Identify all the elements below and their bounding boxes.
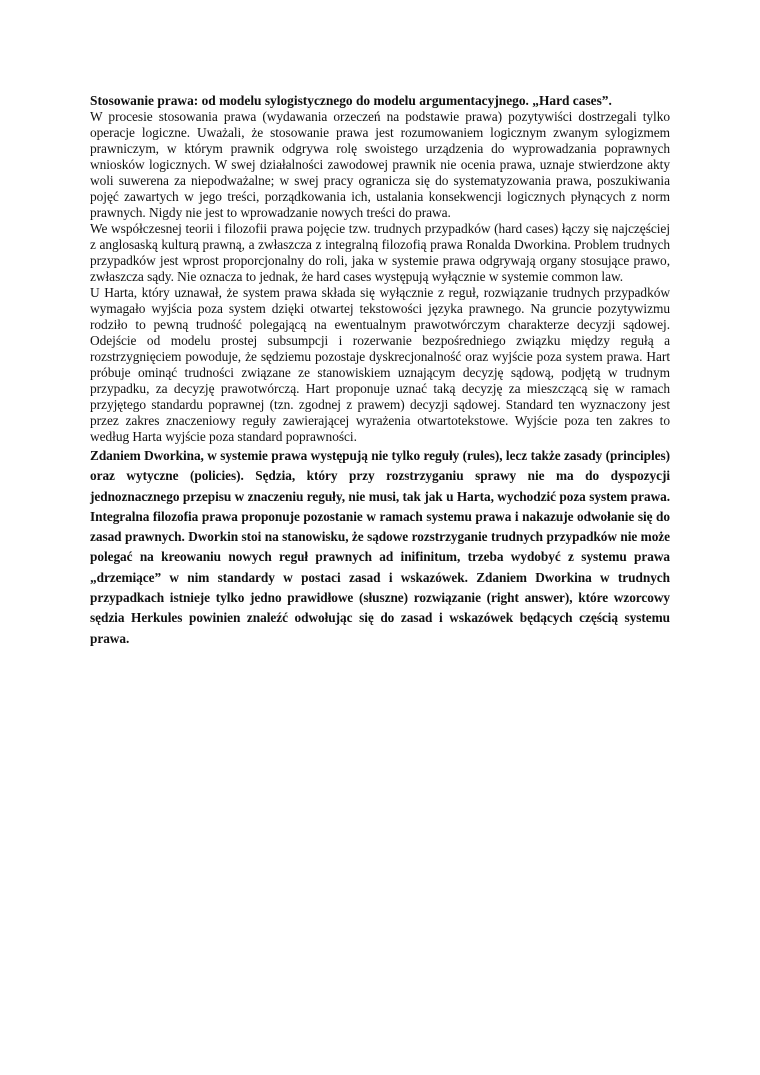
paragraph-hard-cases: We współczesnej teorii i filozofii prawa pojęcie tzw. trudnych przypadków (hard cases) łączy się najczęściej z anglosaską kulturą prawną, a zwłaszcza z integralną filozofią prawa Ronalda Dworkina. Problem trudnych przypadków jest wprost proporcjonalny do roli, jaka w systemie prawa odgrywają organy stosujące prawo, zwłaszcza sądy. Nie oznacza to jednak, że hard cases występują wyłącznie w systemie common law.: [90, 221, 670, 284]
document-page: [90, 93, 670, 649]
section-heading: Stosowanie prawa: od modelu sylogistycznego do modelu argumentacyjnego. „Hard cases”.: [90, 93, 612, 108]
paragraph-positivism: W procesie stosowania prawa (wydawania orzeczeń na podstawie prawa) pozytywiści dostrzegali tylko operacje logiczne. Uważali, że stosowanie prawa jest rozumowaniem logicznym zwanym sylogizmem prawniczym, w którym prawnik odgrywa rolę swoistego urządzenia do wyprowadzania poprawnych wniosków logicznych. W swej działalności zawodowej prawnik nie ocenia prawa, uznaje stwierdzone akty woli suwerena za niepodważalne; w swej pracy ogranicza się do systematyzowania prawa, poszukiwania pojęć zawartych w jego treści, porządkowania ich, ustalania konsekwencji logicznych płynących z norm prawnych. Nigdy nie jest to wprowadzanie nowych treści do prawa.: [90, 109, 670, 220]
paragraph-dworkin: Zdaniem Dworkina, w systemie prawa występują nie tylko reguły (rules), lecz także zasady (principles) oraz wytyczne (policies). Sędzia, który przy rozstrzyganiu sprawy nie ma do dyspozycji jednoznacznego przepisu w znaczeniu reguły, nie musi, tak jak u Harta, wychodzić poza system prawa. Integralna filozofia prawa proponuje pozostanie w ramach systemu prawa i nakazuje odwołanie się do zasad prawnych. Dworkin stoi na stanowisku, że sądowe rozstrzyganie trudnych przypadków nie może polegać na kreowaniu nowych reguł prawnych ad inifinitum, trzeba wydobyć z systemu prawa „drzemiące” w nim standardy w postaci zasad i wskazówek. Zdaniem Dworkina w trudnych przypadkach istnieje tylko jedno prawidłowe (słuszne) rozwiązanie (right answer), które wzorcowy sędzia Herkules powinien znaleźć odwołując się do zasad i wskazówek będących częścią systemu prawa.: [90, 448, 670, 646]
paragraph-hart: U Harta, który uznawał, że system prawa składa się wyłącznie z reguł, rozwiązanie trudnych przypadków wymagało wyjścia poza system dzięki otwartej tekstowości języka prawnego. Na gruncie pozytywizmu rodziło to pewną trudność polegającą na ewentualnym prawotwórczym charakterze decyzji sądowej. Odejście od modelu prostej subsumpcji i rozerwanie bezpośredniego związku między regułą a rozstrzygnięciem powoduje, że sędziemu pozostaje dyskrecjonalność oraz wyjście poza system prawa. Hart próbuje ominąć trudności związane ze stanowiskiem uznającym decyzję sądową, podjętą w trudnym przypadku, za decyzję prawotwórczą. Hart proponuje uznać taką decyzję za mieszczącą się w ramach przyjętego standardu poprawnej (tzn. zgodnej z prawem) decyzji sądowej. Standard ten wyznaczony jest przez zakres znaczeniowy reguły zawierającej wyrażenia otwartotekstowe. Wyjście poza ten zakres to według Harta wyjście poza standard poprawności.: [90, 285, 670, 444]
